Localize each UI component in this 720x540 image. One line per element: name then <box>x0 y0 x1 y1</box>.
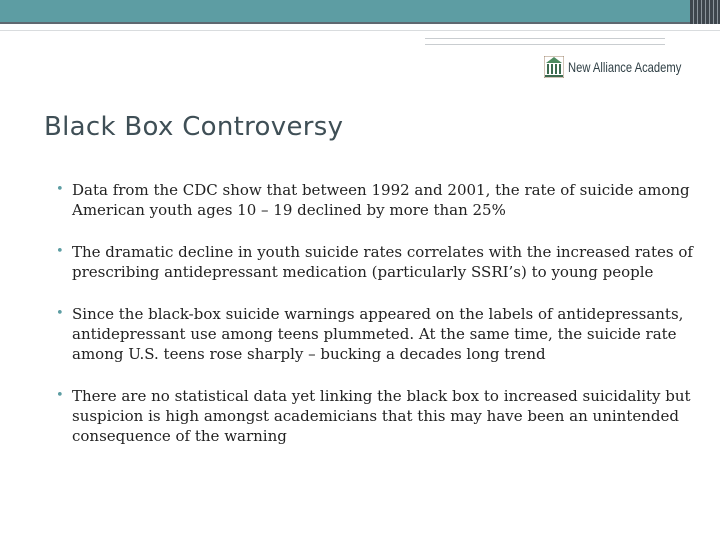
header-rule-short <box>425 44 665 45</box>
building-icon <box>544 56 564 78</box>
bullet-text: Since the black-box suicide warnings appeared on the labels of antidepressants, antidepressant use among teens plummeted. At the same time, the suicide rate among U.S. teens rose sharply – bucking a decades long trend <box>72 305 684 363</box>
bullet-list <box>54 180 694 468</box>
bullet-item <box>54 180 694 220</box>
bullet-item <box>54 242 694 282</box>
bullet-item <box>54 304 694 364</box>
bullet-icon: • <box>56 388 64 403</box>
header-rule-short <box>425 38 665 39</box>
academy-logo <box>544 55 710 79</box>
top-accent-band <box>0 0 690 22</box>
bullet-item <box>54 386 694 446</box>
bullet-icon: • <box>56 244 64 259</box>
bullet-text: Data from the CDC show that between 1992 and 2001, the rate of suicide among American youth ages 10 – 19 declined by more than 25% <box>72 181 690 219</box>
logo-text: New Alliance Academy <box>568 59 682 75</box>
top-decorative-bar <box>0 0 720 24</box>
bullet-icon: • <box>56 306 64 321</box>
bullet-text: The dramatic decline in youth suicide rates correlates with the increased rates of prescribing antidepressant medication (particularly SSRI’s) to young people <box>72 243 693 281</box>
top-stripes <box>690 0 720 24</box>
bullet-icon: • <box>56 182 64 197</box>
slide-title: Black Box Controversy <box>44 112 344 142</box>
bullet-text: There are no statistical data yet linking the black box to increased suicidality but suspicion is high amongst academicians that this may have been an unintended consequence of the warning <box>72 387 691 445</box>
header-rule <box>0 30 720 31</box>
